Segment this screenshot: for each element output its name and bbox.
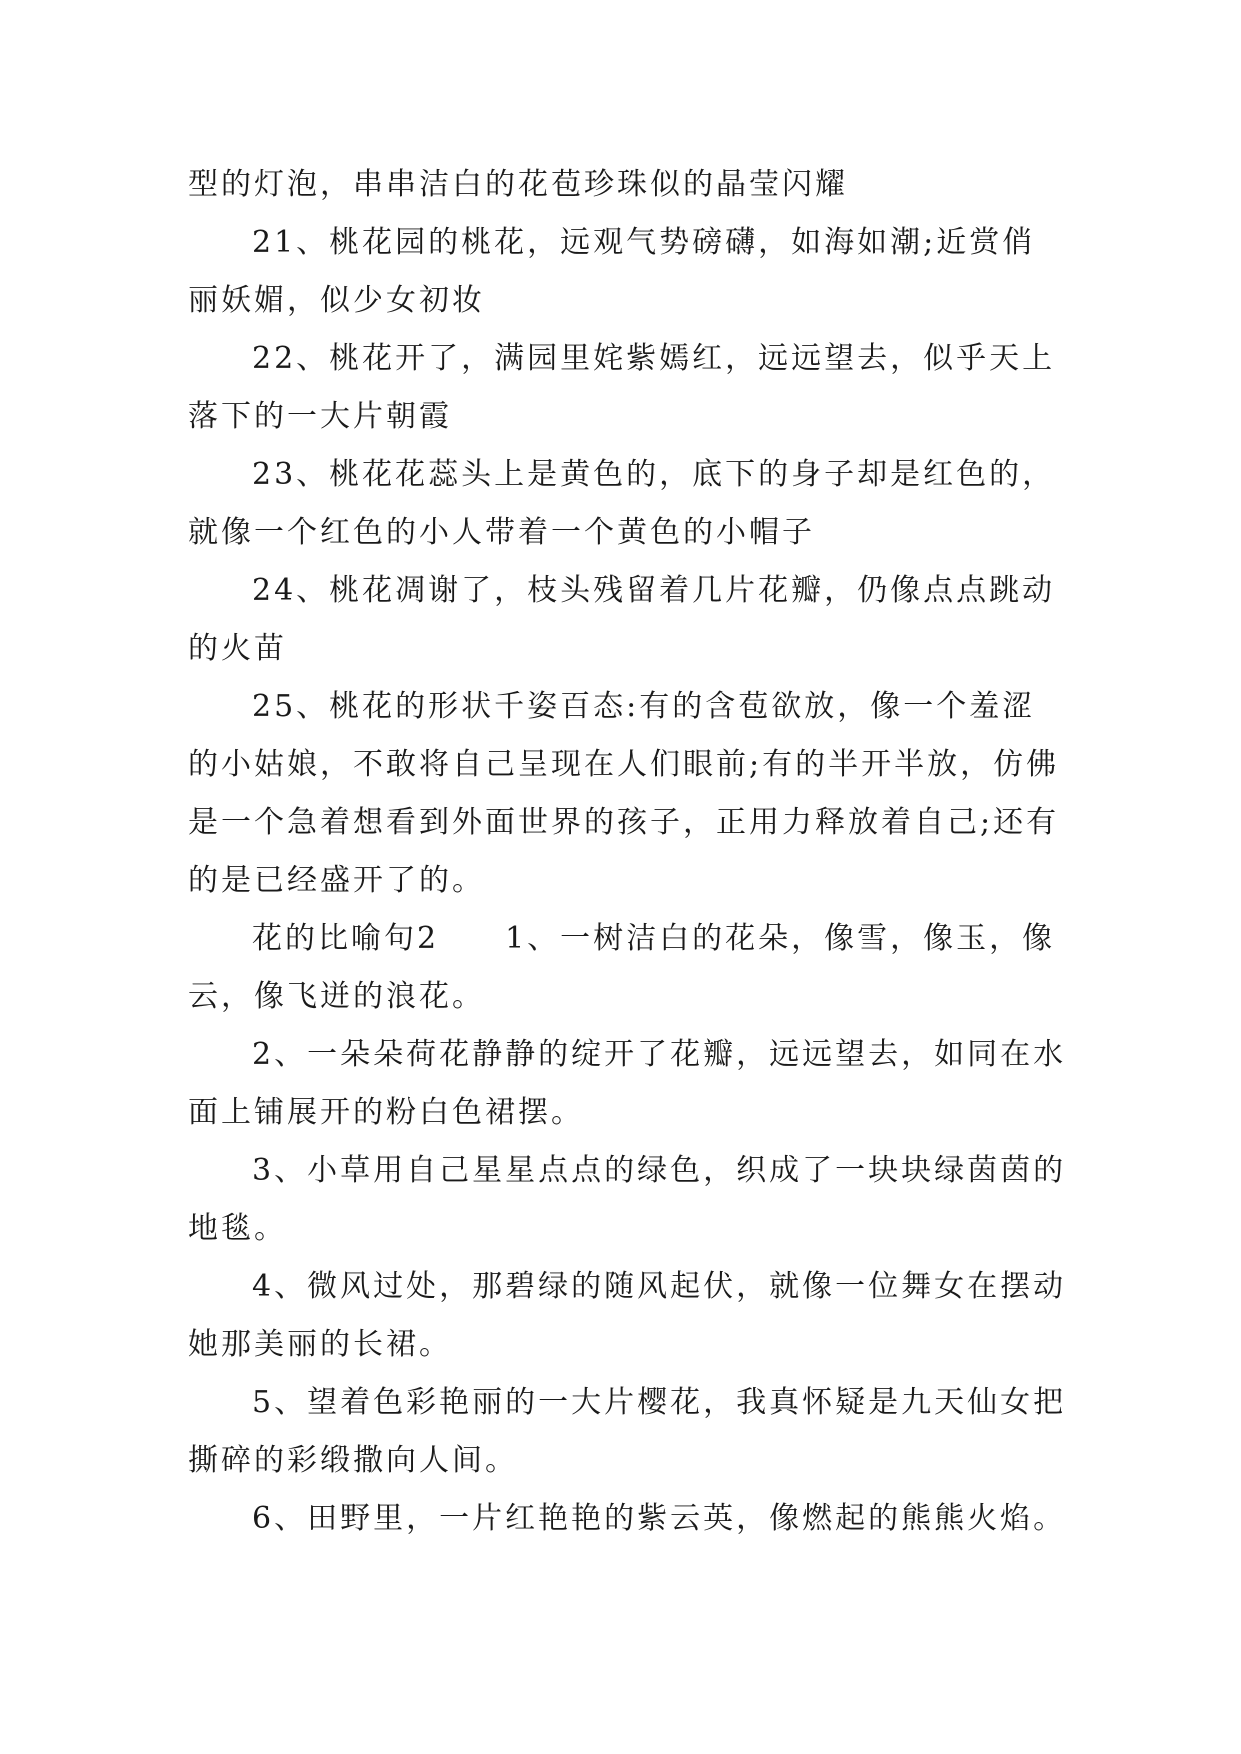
paragraph: 花的比喻句2 1、一树洁白的花朵，像雪，像玉，像云，像飞迸的浪花。 <box>188 921 1056 1014</box>
paragraph: 21、桃花园的桃花，远观气势磅礴，如海如潮;近赏俏丽妖媚，似少女初妆 <box>188 225 1036 318</box>
paragraph: 3、小草用自己星星点点的绿色，织成了一块块绿茵茵的地毯。 <box>188 1153 1067 1246</box>
paragraph: 24、桃花凋谢了，枝头残留着几片花瓣，仍像点点跳动的火苗 <box>188 573 1056 666</box>
paragraph: 22、桃花开了，满园里姹紫嫣红，远远望去，似乎天上落下的一大片朝霞 <box>188 341 1056 434</box>
paragraph: 6、田野里，一片红艳艳的紫云英，像燃起的熊熊火焰。 <box>252 1501 1067 1536</box>
paragraph: 23、桃花花蕊头上是黄色的，底下的身子却是红色的，就像一个红色的小人带着一个黄色的小帽子 <box>188 457 1056 550</box>
paragraph: 型的灯泡，串串洁白的花苞珍珠似的晶莹闪耀 <box>188 167 848 202</box>
document-body <box>188 156 1068 1548</box>
paragraph: 5、望着色彩艳丽的一大片樱花，我真怀疑是九天仙女把撕碎的彩缎撒向人间。 <box>188 1385 1067 1478</box>
paragraph: 4、微风过处，那碧绿的随风起伏，就像一位舞女在摆动她那美丽的长裙。 <box>188 1269 1067 1362</box>
paragraph: 25、桃花的形状千姿百态:有的含苞欲放，像一个羞涩的小姑娘，不敢将自己呈现在人们眼前;有的半开半放，仿佛是一个急着想看到外面世界的孩子，正用力释放着自己;还有的是已经盛开了的。 <box>188 689 1060 898</box>
paragraph: 2、一朵朵荷花静静的绽开了花瓣，远远望去，如同在水面上铺展开的粉白色裙摆。 <box>188 1037 1067 1130</box>
